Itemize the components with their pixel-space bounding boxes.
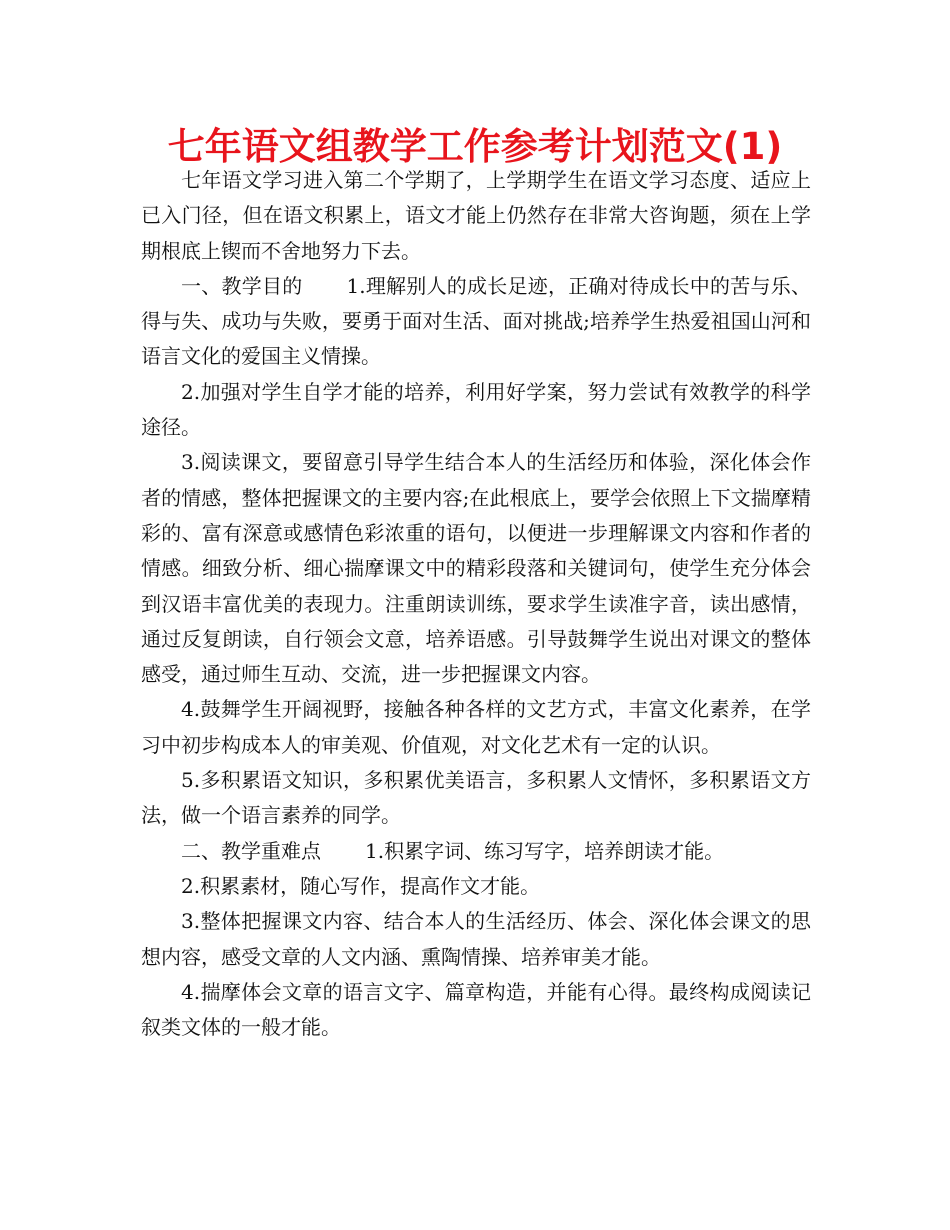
paragraph-text: 4.揣摩体会文章的语言文字、篇章构造，并能有心得。最终构成阅读记叙类文体的一般才能。 [141, 979, 811, 1040]
paragraph-goal-3 [141, 445, 811, 692]
paragraph-key-2 [141, 869, 811, 904]
section-heading: 二、教学重难点 [181, 838, 321, 863]
section-heading: 一、教学目的 [181, 273, 303, 298]
paragraph-text: 3.整体把握课文内容、结合本人的生活经历、体会、深化体会课文的思想内容，感受文章的人文内涵、熏陶情操、培养审美才能。 [141, 909, 811, 969]
paragraph-text: 1.积累字词、练习写字，培养朗读才能。 [365, 838, 725, 863]
paragraph-intro [141, 163, 811, 269]
paragraph-key-3 [141, 904, 811, 975]
document-title: 七年语文组教学工作参考计划范文(1) [167, 125, 783, 168]
paragraph-text: 七年语文学习进入第二个学期了，上学期学生在语文学习态度、适应上已入门径，但在语文积累上，语文才能上仍然存在非常大咨询题，须在上学期根底上锲而不舍地努力下去。 [141, 168, 811, 263]
paragraph-goal-5 [141, 763, 811, 834]
paragraph-goal-2 [141, 375, 811, 446]
paragraph-section-2 [141, 834, 811, 869]
paragraph-key-4 [141, 975, 811, 1046]
paragraph-text: 4.鼓舞学生开阔视野，接触各种各样的文艺方式，丰富文化素养，在学习中初步构成本人的审美观、价值观，对文化艺术有一定的认识。 [141, 697, 811, 757]
paragraph-text: 5.多积累语文知识，多积累优美语言，多积累人文情怀，多积累语文方法，做一个语言素养的同学。 [141, 768, 811, 828]
paragraph-text: 2.积累素材，随心写作，提高作文才能。 [181, 873, 541, 898]
document-body [141, 163, 811, 1045]
paragraph-text: 2.加强对学生自学才能的培养，利用好学案，努力尝试有效教学的科学途径。 [141, 379, 811, 440]
paragraph-text: 3.阅读课文，要留意引导学生结合本人的生活经历和体验，深化体会作者的情感，整体把握课文的主要内容;在此根底上，要学会依照上下文揣摩精彩的、富有深意或感情色彩浓重的语句，以便进一步理解课文内容和作者的情感。细致分析、细心揣摩课文中的精彩段落和关键词句，使学生充分体会到汉语丰富优美的表现力。注重朗读训练，要求学生读准字音，读出感情，通过反复朗读，自行领会文意，培养语感。引导鼓舞学生说出对课文的整体感受，通过师生互动、交流，进一步把握课文内容。 [141, 450, 811, 687]
paragraph-goal-4 [141, 692, 811, 763]
paragraph-text: 1.理解别人的成长足迹，正确对待成长中的苦与乐、得与失、成功与失败，要勇于面对生活、面对挑战;培养学生热爱祖国山河和语言文化的爱国主义情操。 [141, 273, 811, 369]
paragraph-section-1 [141, 269, 811, 375]
